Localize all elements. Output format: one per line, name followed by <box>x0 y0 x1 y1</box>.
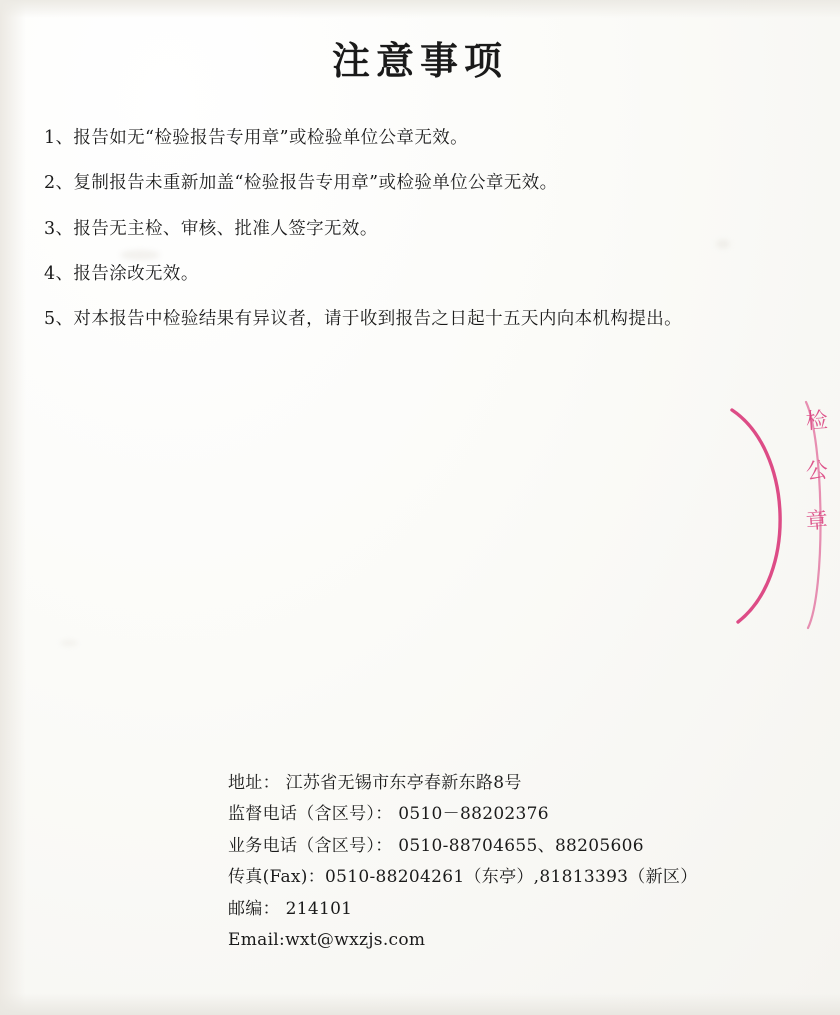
list-item: 1、报告如无“检验报告专用章”或检验单位公章无效。 <box>44 128 469 148</box>
contact-footer <box>228 768 788 957</box>
footer-business-phone: 业务电话（含区号）： 0510-88704655、88205606 <box>228 835 644 856</box>
list-item: 3、报告无主检、审核、批准人签字无效。 <box>44 218 378 239</box>
list-item: 5、对本报告中检验结果有异议者，请于收到报告之日起十五天内向本机构提出。 <box>44 309 683 329</box>
footer-email: Email:wxt@wxzjs.com <box>228 930 426 951</box>
footer-fax: 传真(Fax)：0510-88204261（东亭）,81813393（新区） <box>228 867 698 888</box>
notes-list <box>44 125 784 351</box>
stamp-glyph-3: 章 <box>805 508 829 536</box>
footer-postcode: 邮编： 214101 <box>228 898 353 919</box>
footer-supervision-phone: 监督电话（含区号）： 0510－88202376 <box>228 804 549 825</box>
list-item: 2、复制报告未重新加盖“检验报告专用章”或检验单位公章无效。 <box>44 173 558 194</box>
page-title: 注意事项 <box>331 38 508 83</box>
footer-address: 地址： 江苏省无锡市东亭春新东路8号 <box>228 773 522 793</box>
stamp-glyph-2: 公 <box>805 458 829 485</box>
list-item: 4、报告涂改无效。 <box>44 263 199 284</box>
stamp-glyph-1: 检 <box>805 408 829 435</box>
